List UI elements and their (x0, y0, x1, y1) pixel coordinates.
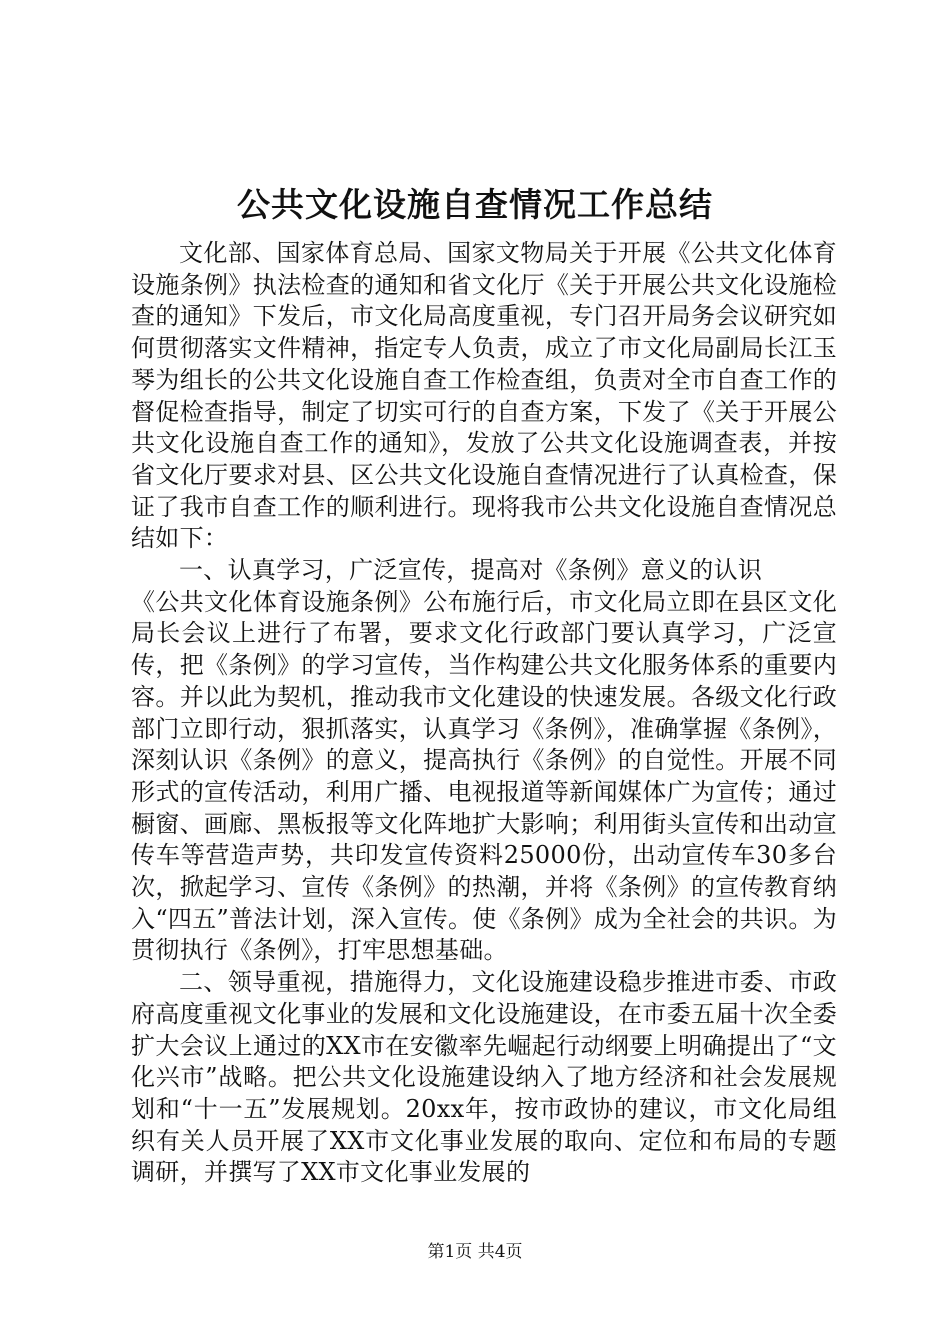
paragraph-section-2: 二、领导重视，措施得力，文化设施建设稳步推进市委、市政府高度重视文化事业的发展和文化设施建设，在市委五届十次全委扩大会议上通过的XX市在安徽率先崛起行动纲要上明确提出了“文化兴市”战略。把公共文化设施建设纳入了地方经济和社会发展规划和“十一五”发展规划。20xx年，按市政协的建议，市文化局组织有关人员开展了XX市文化事业发展的取向、定位和布局的专题调研，并撰写了XX市文化事业发展的 (131, 968, 837, 1187)
paragraph-intro: 文化部、国家体育总局、国家文物局关于开展《公共文化体育设施条例》执法检查的通知和省文化厅《关于开展公共文化设施检查的通知》下发后，市文化局高度重视，专门召开局务会议研究如何贯彻落实文件精神，指定专人负责，成立了市文化局副局长江玉琴为组长的公共文化设施自查工作检查组，负责对全市自查工作的督促检查指导，制定了切实可行的自查方案，下发了《关于开展公共文化设施自查工作的通知》，发放了公共文化设施调查表，并按省文化厅要求对县、区公共文化设施自查情况进行了认真检查，保证了我市自查工作的顺利进行。现将我市公共文化设施自查情况总结如下： (131, 239, 837, 553)
section-heading-1: 一、认真学习，广泛宣传，提高对《条例》意义的认识 (179, 556, 763, 585)
document-body (131, 238, 837, 1189)
page-footer: 第1页 共4页 (427, 1242, 523, 1262)
document-title: 公共文化设施自查情况工作总结 (237, 185, 713, 224)
paragraph-section-1: 《公共文化体育设施条例》公布施行后，市文化局立即在县区文化局长会议上进行了布署，要求文化行政部门要认真学习，广泛宣传，把《条例》的学习宣传，当作构建公共文化服务体系的重要内容。并以此为契机，推动我市文化建设的快速发展。各级文化行政部门立即行动，狠抓落实，认真学习《条例》，准确掌握《条例》，深刻认识《条例》的意义，提高执行《条例》的自觉性。开展不同形式的宣传活动，利用广播、电视报道等新闻媒体广为宣传；通过橱窗、画廊、黑板报等文化阵地扩大影响；利用街头宣传和出动宣传车等营造声势，共印发宣传资料25000份，出动宣传车30多台次，掀起学习、宣传《条例》的热潮，并将《条例》的宣传教育纳入“四五”普法计划，深入宣传。使《条例》成为全社会的共识。为贯彻执行《条例》，打牢思想基础。 (131, 587, 837, 965)
